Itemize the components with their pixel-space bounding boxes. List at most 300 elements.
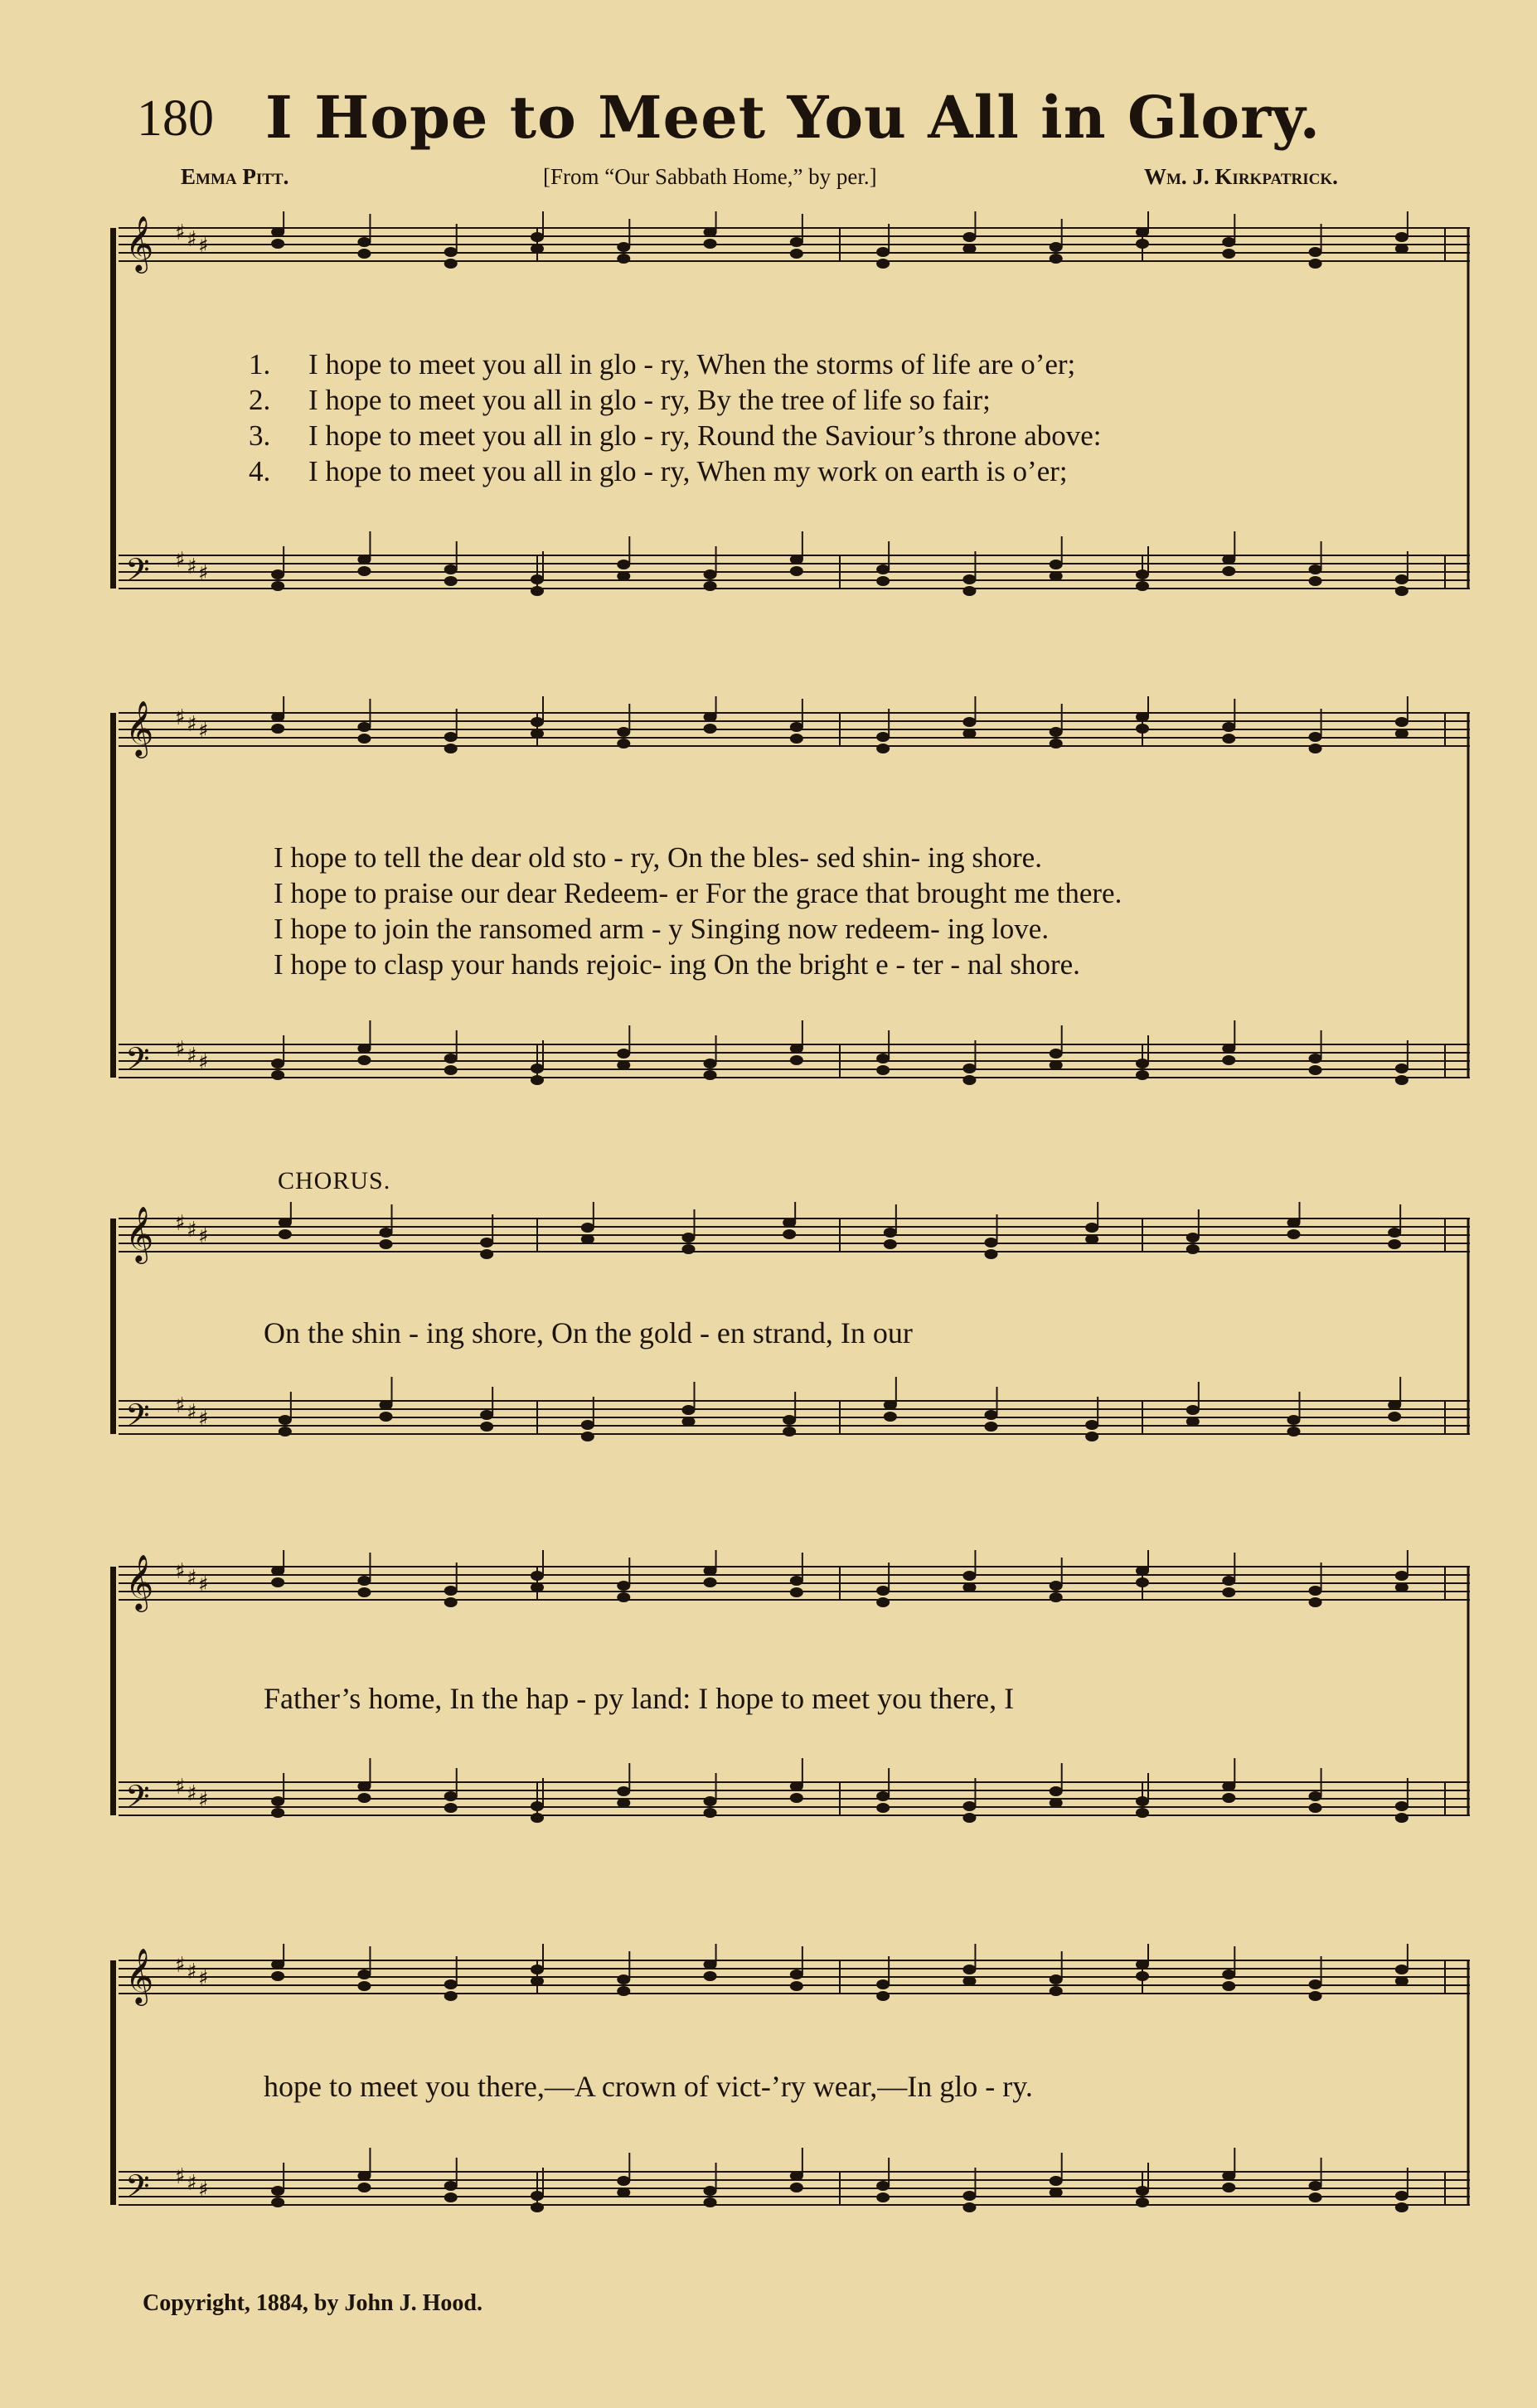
note-head bbox=[783, 1427, 796, 1437]
note-head bbox=[1395, 574, 1409, 584]
note-head bbox=[444, 732, 458, 742]
note-head bbox=[1309, 576, 1322, 586]
verse-2-line-b: I hope to praise our dear Redeem- er For the grace that brought me there. bbox=[274, 877, 1122, 909]
note-head bbox=[876, 576, 890, 586]
note-head bbox=[617, 1592, 630, 1602]
note-head bbox=[1309, 1791, 1322, 1801]
hymn-title: I Hope to Meet You All in Glory. bbox=[265, 83, 1321, 152]
composer: Wm. J. Kirkpatrick. bbox=[1144, 164, 1338, 189]
note-head bbox=[783, 1218, 796, 1228]
note-head bbox=[480, 1238, 493, 1248]
treble-clef: 𝄞 bbox=[125, 1205, 154, 1262]
sharp-sign: ♯ bbox=[198, 1788, 209, 1813]
note-head bbox=[790, 722, 803, 732]
note-head bbox=[617, 254, 630, 264]
note-head bbox=[962, 574, 976, 584]
verse-text: I hope to meet you all in glo - ry, When my work on earth is o’er; bbox=[308, 455, 1068, 487]
note-head bbox=[1309, 2192, 1322, 2202]
sharp-sign: ♯ bbox=[187, 712, 197, 737]
note-head bbox=[1395, 1582, 1409, 1592]
note-head bbox=[682, 1244, 696, 1254]
note-head bbox=[617, 1786, 630, 1796]
note-head bbox=[1050, 1986, 1063, 1996]
note-head bbox=[1287, 1218, 1301, 1228]
note-head bbox=[1395, 2191, 1409, 2201]
sharp-sign: ♯ bbox=[198, 1407, 209, 1432]
sharp-sign: ♯ bbox=[175, 2164, 186, 2189]
note-head bbox=[271, 581, 284, 591]
note-head bbox=[884, 1400, 897, 1410]
note-head bbox=[271, 1070, 284, 1080]
note-head bbox=[380, 1239, 393, 1249]
note-head bbox=[1395, 1813, 1409, 1823]
note-head bbox=[480, 1422, 493, 1432]
note-head bbox=[1309, 1991, 1322, 2001]
note-head bbox=[617, 571, 630, 581]
note-head bbox=[1222, 555, 1235, 564]
treble-clef: 𝄞 bbox=[125, 1553, 154, 1610]
sharp-sign: ♯ bbox=[187, 1400, 197, 1425]
note-head bbox=[876, 1597, 890, 1607]
verse-2-line-a bbox=[249, 384, 991, 417]
sharp-sign: ♯ bbox=[175, 1559, 186, 1584]
note-head bbox=[1050, 739, 1063, 749]
note-head bbox=[444, 2181, 458, 2191]
verse-number: 3. bbox=[249, 419, 271, 452]
note-head bbox=[271, 1577, 284, 1587]
verse-4-line-b: I hope to clasp your hands rejoic- ing On the bright e - ter - nal shore. bbox=[274, 948, 1080, 981]
note-head bbox=[271, 569, 284, 579]
note-head bbox=[704, 2186, 717, 2196]
note-head bbox=[1309, 1979, 1322, 1989]
note-head bbox=[876, 2192, 890, 2202]
note-head bbox=[962, 717, 976, 727]
note-head bbox=[357, 1587, 371, 1597]
sharp-sign: ♯ bbox=[198, 719, 209, 744]
note-head bbox=[1287, 1427, 1301, 1437]
note-head bbox=[790, 566, 803, 576]
note-head bbox=[1309, 1054, 1322, 1063]
note-head bbox=[271, 1971, 284, 1981]
note-head bbox=[876, 1586, 890, 1596]
note-head bbox=[783, 1229, 796, 1239]
note-head bbox=[1222, 1981, 1235, 1991]
note-head bbox=[1222, 1793, 1235, 1803]
sharp-sign: ♯ bbox=[187, 1044, 197, 1068]
note-head bbox=[1085, 1432, 1098, 1441]
note-head bbox=[1186, 1233, 1200, 1243]
note-head bbox=[704, 1070, 717, 1080]
note-head bbox=[444, 1597, 458, 1607]
sharp-sign: ♯ bbox=[175, 220, 186, 245]
note-head bbox=[357, 1981, 371, 1991]
note-head bbox=[480, 1249, 493, 1259]
note-head bbox=[682, 1405, 696, 1415]
note-head bbox=[1222, 2183, 1235, 2192]
note-head bbox=[279, 1229, 292, 1239]
note-head bbox=[790, 1044, 803, 1054]
note-head bbox=[790, 1981, 803, 1991]
note-head bbox=[357, 722, 371, 732]
note-head bbox=[271, 724, 284, 734]
note-head bbox=[1309, 1803, 1322, 1813]
note-head bbox=[1050, 2188, 1063, 2197]
note-head bbox=[271, 239, 284, 249]
note-head bbox=[444, 564, 458, 574]
sharp-sign: ♯ bbox=[198, 2178, 209, 2202]
note-head bbox=[704, 1971, 717, 1981]
note-head bbox=[1287, 1229, 1301, 1239]
sharp-sign: ♯ bbox=[187, 1566, 197, 1591]
note-head bbox=[1085, 1234, 1098, 1244]
system-bracket bbox=[110, 1567, 116, 1815]
note-head bbox=[704, 2197, 717, 2207]
note-head bbox=[962, 1976, 976, 1986]
note-head bbox=[1388, 1412, 1401, 1422]
note-head bbox=[357, 1044, 371, 1054]
bass-clef: 𝄢 bbox=[125, 551, 150, 596]
note-head bbox=[962, 1075, 976, 1085]
note-head bbox=[617, 1974, 630, 1984]
note-head bbox=[617, 1986, 630, 1996]
verse-text: I hope to meet you all in glo - ry, When the storms of life are o’er; bbox=[308, 348, 1076, 380]
note-head bbox=[617, 560, 630, 569]
source-note: [From “Our Sabbath Home,” by per.] bbox=[543, 164, 877, 189]
note-head bbox=[1309, 247, 1322, 257]
note-head bbox=[1309, 564, 1322, 574]
sharp-sign: ♯ bbox=[187, 1218, 197, 1243]
note-head bbox=[357, 1970, 371, 1979]
note-head bbox=[357, 2183, 371, 2192]
note-head bbox=[271, 1796, 284, 1806]
note-head bbox=[1222, 1576, 1235, 1586]
sharp-sign: ♯ bbox=[198, 234, 209, 259]
note-head bbox=[962, 1813, 976, 1823]
note-head bbox=[581, 1223, 594, 1233]
verse-number: 1. bbox=[249, 348, 271, 380]
verse-text: I hope to meet you all in glo - ry, Round the Saviour’s throne above: bbox=[308, 419, 1102, 452]
note-head bbox=[1050, 1592, 1063, 1602]
note-head bbox=[444, 2192, 458, 2202]
sharp-sign: ♯ bbox=[198, 1050, 209, 1075]
lyricist: Emma Pitt. bbox=[181, 164, 289, 189]
note-head bbox=[876, 732, 890, 742]
sharp-sign: ♯ bbox=[175, 1393, 186, 1418]
note-head bbox=[271, 712, 284, 722]
note-head bbox=[357, 249, 371, 259]
note-head bbox=[279, 1427, 292, 1437]
note-head bbox=[1186, 1405, 1200, 1415]
note-head bbox=[876, 1791, 890, 1801]
note-head bbox=[271, 1059, 284, 1068]
sharp-sign: ♯ bbox=[175, 1037, 186, 1062]
note-head bbox=[1287, 1415, 1301, 1425]
chorus-label: CHORUS. bbox=[278, 1167, 391, 1194]
verse-text: I hope to meet you all in glo - ry, By the tree of life so fair; bbox=[308, 384, 991, 416]
note-head bbox=[962, 232, 976, 242]
note-head bbox=[581, 1420, 594, 1430]
note-head bbox=[1395, 1801, 1409, 1811]
treble-clef: 𝄞 bbox=[125, 215, 154, 271]
sharp-sign: ♯ bbox=[187, 2171, 197, 2196]
note-head bbox=[1388, 1239, 1401, 1249]
verse-3-line-b: I hope to join the ransomed arm - y Singing now redeem- ing love. bbox=[274, 913, 1050, 945]
note-head bbox=[704, 1059, 717, 1068]
note-head bbox=[357, 1055, 371, 1065]
note-head bbox=[704, 724, 717, 734]
note-head bbox=[790, 555, 803, 564]
note-head bbox=[876, 564, 890, 574]
note-head bbox=[1222, 1044, 1235, 1054]
note-head bbox=[271, 227, 284, 237]
sharp-sign: ♯ bbox=[175, 1211, 186, 1236]
note-head bbox=[985, 1410, 998, 1420]
chorus-line-2: Father’s home, In the hap - py land: I hope to meet you there, I bbox=[264, 1682, 1015, 1715]
note-head bbox=[1395, 2202, 1409, 2212]
note-head bbox=[1050, 1049, 1063, 1059]
note-head bbox=[704, 227, 717, 237]
note-head bbox=[704, 712, 717, 722]
system-bracket bbox=[110, 228, 116, 589]
note-head bbox=[444, 247, 458, 257]
note-head bbox=[617, 1798, 630, 1808]
note-head bbox=[1388, 1228, 1401, 1238]
sharp-sign: ♯ bbox=[187, 227, 197, 252]
note-head bbox=[357, 1781, 371, 1791]
sharp-sign: ♯ bbox=[175, 548, 186, 573]
note-head bbox=[962, 1965, 976, 1974]
note-head bbox=[1222, 1781, 1235, 1791]
note-head bbox=[1050, 1798, 1063, 1808]
note-head bbox=[444, 576, 458, 586]
note-head bbox=[1309, 744, 1322, 753]
note-head bbox=[876, 1979, 890, 1989]
note-head bbox=[962, 2191, 976, 2201]
note-head bbox=[962, 1571, 976, 1581]
sharp-sign: ♯ bbox=[187, 555, 197, 579]
note-head bbox=[1186, 1417, 1200, 1427]
hymn-number: 180 bbox=[137, 90, 214, 147]
note-head bbox=[790, 2183, 803, 2192]
note-head bbox=[271, 2197, 284, 2207]
note-head bbox=[790, 237, 803, 247]
note-head bbox=[790, 249, 803, 259]
note-head bbox=[704, 239, 717, 249]
treble-clef: 𝄞 bbox=[125, 700, 154, 756]
note-head bbox=[985, 1422, 998, 1432]
note-head bbox=[704, 1796, 717, 1806]
bass-clef: 𝄢 bbox=[125, 1397, 150, 1441]
note-head bbox=[1050, 1060, 1063, 1070]
note-head bbox=[480, 1410, 493, 1420]
system-bracket bbox=[110, 1960, 116, 2205]
note-head bbox=[704, 581, 717, 591]
note-head bbox=[357, 1576, 371, 1586]
note-head bbox=[790, 2171, 803, 2181]
sharp-sign: ♯ bbox=[175, 1953, 186, 1978]
note-head bbox=[1388, 1400, 1401, 1410]
note-head bbox=[617, 1049, 630, 1059]
note-head bbox=[1050, 242, 1063, 252]
note-head bbox=[1395, 1075, 1409, 1085]
note-head bbox=[1050, 1974, 1063, 1984]
note-head bbox=[617, 2176, 630, 2186]
note-head bbox=[884, 1412, 897, 1422]
note-head bbox=[962, 2202, 976, 2212]
note-head bbox=[876, 1054, 890, 1063]
bass-clef: 𝄢 bbox=[125, 2168, 150, 2212]
note-head bbox=[357, 1793, 371, 1803]
note-head bbox=[1309, 1586, 1322, 1596]
note-head bbox=[1222, 566, 1235, 576]
sharp-sign: ♯ bbox=[198, 561, 209, 586]
note-head bbox=[682, 1233, 696, 1243]
note-head bbox=[790, 1576, 803, 1586]
system-bracket bbox=[110, 1219, 116, 1434]
note-head bbox=[581, 1234, 594, 1244]
note-head bbox=[617, 242, 630, 252]
note-head bbox=[876, 1803, 890, 1813]
note-head bbox=[1186, 1244, 1200, 1254]
note-head bbox=[704, 569, 717, 579]
note-head bbox=[985, 1238, 998, 1248]
note-head bbox=[357, 237, 371, 247]
verse-number: 2. bbox=[249, 384, 271, 416]
note-head bbox=[1085, 1223, 1098, 1233]
note-head bbox=[444, 1991, 458, 2001]
note-head bbox=[1395, 232, 1409, 242]
note-head bbox=[876, 1065, 890, 1075]
sharp-sign: ♯ bbox=[198, 1224, 209, 1249]
note-head bbox=[876, 744, 890, 753]
note-head bbox=[357, 734, 371, 744]
note-head bbox=[876, 247, 890, 257]
note-head bbox=[962, 586, 976, 596]
bass-clef: 𝄢 bbox=[125, 1778, 150, 1823]
chorus-line-3: hope to meet you there,—A crown of vict-’ry wear,—In glo - ry. bbox=[264, 2070, 1033, 2103]
note-head bbox=[1050, 254, 1063, 264]
note-head bbox=[617, 2188, 630, 2197]
note-head bbox=[444, 1065, 458, 1075]
note-head bbox=[1309, 259, 1322, 269]
note-head bbox=[279, 1415, 292, 1425]
note-head bbox=[1222, 1055, 1235, 1065]
verse-1-line-a bbox=[249, 348, 1075, 381]
note-head bbox=[380, 1412, 393, 1422]
verse-number: 4. bbox=[249, 455, 271, 487]
note-head bbox=[380, 1400, 393, 1410]
note-head bbox=[962, 1801, 976, 1811]
note-head bbox=[444, 259, 458, 269]
note-head bbox=[444, 1791, 458, 1801]
note-head bbox=[1050, 1786, 1063, 1796]
verse-4-line-a bbox=[249, 455, 1068, 488]
treble-clef: 𝄞 bbox=[125, 1947, 154, 2003]
note-head bbox=[271, 1566, 284, 1576]
note-head bbox=[1395, 1976, 1409, 1986]
note-head bbox=[444, 1979, 458, 1989]
note-head bbox=[444, 1803, 458, 1813]
note-head bbox=[876, 2181, 890, 2191]
note-head bbox=[1222, 2171, 1235, 2181]
note-head bbox=[1222, 249, 1235, 259]
sharp-sign: ♯ bbox=[175, 1775, 186, 1800]
note-head bbox=[704, 1960, 717, 1970]
system-bracket bbox=[110, 713, 116, 1078]
note-head bbox=[1309, 732, 1322, 742]
note-head bbox=[1050, 1581, 1063, 1591]
note-head bbox=[704, 1808, 717, 1818]
note-head bbox=[790, 1970, 803, 1979]
note-head bbox=[884, 1228, 897, 1238]
note-head bbox=[1085, 1420, 1098, 1430]
note-head bbox=[617, 1060, 630, 1070]
note-head bbox=[1395, 1063, 1409, 1073]
note-head bbox=[1395, 1965, 1409, 1974]
note-head bbox=[790, 734, 803, 744]
note-head bbox=[962, 1063, 976, 1073]
sharp-sign: ♯ bbox=[187, 1960, 197, 1984]
note-head bbox=[876, 1991, 890, 2001]
note-head bbox=[1309, 2181, 1322, 2191]
note-head bbox=[1395, 729, 1409, 739]
note-head bbox=[1050, 2176, 1063, 2186]
sharp-sign: ♯ bbox=[187, 1781, 197, 1806]
note-head bbox=[1222, 1970, 1235, 1979]
note-head bbox=[617, 727, 630, 737]
note-head bbox=[581, 1432, 594, 1441]
note-head bbox=[279, 1218, 292, 1228]
note-head bbox=[1395, 1571, 1409, 1581]
note-head bbox=[1222, 734, 1235, 744]
note-head bbox=[380, 1228, 393, 1238]
sharp-sign: ♯ bbox=[198, 1966, 209, 1991]
note-head bbox=[962, 729, 976, 739]
note-head bbox=[884, 1239, 897, 1249]
copyright-notice: Copyright, 1884, by John J. Hood. bbox=[143, 2290, 482, 2316]
verse-3-line-a bbox=[249, 419, 1101, 453]
note-head bbox=[1395, 586, 1409, 596]
sharp-sign: ♯ bbox=[175, 705, 186, 730]
note-head bbox=[790, 1793, 803, 1803]
note-head bbox=[1222, 1587, 1235, 1597]
note-head bbox=[783, 1415, 796, 1425]
note-head bbox=[876, 259, 890, 269]
note-head bbox=[1309, 1065, 1322, 1075]
note-head bbox=[985, 1249, 998, 1259]
note-head bbox=[1395, 717, 1409, 727]
sharp-sign: ♯ bbox=[198, 1572, 209, 1597]
note-head bbox=[444, 744, 458, 753]
note-head bbox=[617, 739, 630, 749]
note-head bbox=[357, 555, 371, 564]
note-head bbox=[1050, 560, 1063, 569]
note-head bbox=[271, 1808, 284, 1818]
note-head bbox=[704, 1566, 717, 1576]
note-head bbox=[357, 566, 371, 576]
note-head bbox=[704, 1577, 717, 1587]
note-head bbox=[357, 2171, 371, 2181]
note-head bbox=[790, 1055, 803, 1065]
note-head bbox=[444, 1054, 458, 1063]
note-head bbox=[444, 1586, 458, 1596]
note-head bbox=[271, 2186, 284, 2196]
note-head bbox=[790, 1587, 803, 1597]
note-head bbox=[617, 1581, 630, 1591]
note-head bbox=[1050, 727, 1063, 737]
note-head bbox=[271, 1960, 284, 1970]
note-head bbox=[1222, 237, 1235, 247]
